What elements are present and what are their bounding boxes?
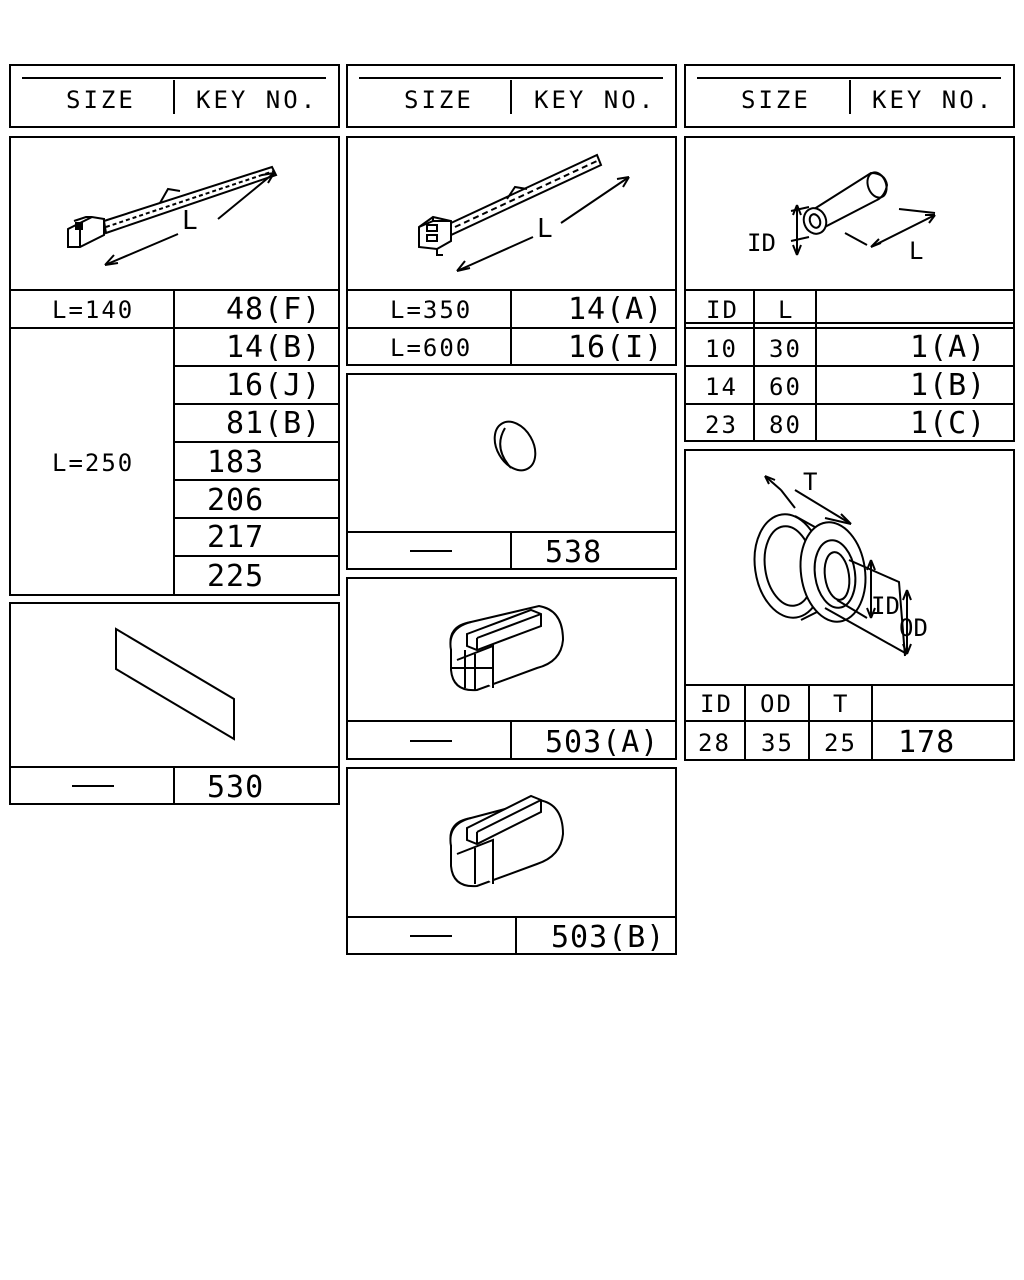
tube-row3-key: 1(C) xyxy=(910,406,987,441)
tube-header-double-rule-2 xyxy=(684,327,1015,329)
grommet-t-col-header: T xyxy=(833,690,850,718)
l250-divider-2 xyxy=(173,403,340,405)
l250-divider-1 xyxy=(173,365,340,367)
col2-header-divider xyxy=(510,80,512,114)
grommet-od-col-header: OD xyxy=(760,690,793,718)
tube-l-col-header: L xyxy=(778,296,795,324)
l600-key: 16(I) xyxy=(568,330,664,365)
l250-key-5: 206 xyxy=(207,483,265,518)
col1-header-divider xyxy=(173,80,175,114)
col3-header-rule xyxy=(697,77,1001,79)
l250-size: L=250 xyxy=(52,449,135,477)
tube-row1-id: 10 xyxy=(705,335,738,363)
l140-size: L=140 xyxy=(52,296,135,324)
col1-keyno-header: KEY NO. xyxy=(196,86,319,114)
grommet-divider xyxy=(684,684,1015,686)
clip-b-size-dash xyxy=(410,935,452,937)
tube-divider xyxy=(684,289,1015,291)
grommet-col-divider-3 xyxy=(871,684,873,761)
clip-b-divider xyxy=(346,916,677,918)
tube-row3-l: 80 xyxy=(769,411,802,439)
l250-key-4: 183 xyxy=(207,445,265,480)
col2-col-divider xyxy=(510,289,512,366)
col1-header-rule xyxy=(22,77,326,79)
large-tie-l-label: L xyxy=(537,214,553,244)
col3-header-divider xyxy=(849,80,851,114)
l250-key-1: 14(B) xyxy=(226,330,322,365)
grommet-col-divider-2 xyxy=(808,684,810,761)
pad-size-dash xyxy=(72,785,114,787)
grommet-id-label: ID xyxy=(871,592,900,620)
disc-key: 538 xyxy=(545,535,603,570)
grommet-t-label: T xyxy=(803,468,818,496)
l350-key: 14(A) xyxy=(568,292,664,327)
clip-a-size-dash xyxy=(410,740,452,742)
disc-size-dash xyxy=(410,550,452,552)
tube-id-col-header: ID xyxy=(706,296,739,324)
l250-key-2: 16(J) xyxy=(226,368,322,403)
l250-key-7: 225 xyxy=(207,559,265,594)
l250-divider-6 xyxy=(173,555,340,557)
col3-keyno-header: KEY NO. xyxy=(872,86,995,114)
tube-id-label: ID xyxy=(747,229,776,257)
tube-row1-l: 30 xyxy=(769,335,802,363)
l250-key-6: 217 xyxy=(207,520,265,555)
clip-a-key: 503(A) xyxy=(545,725,660,760)
tube-row-divider-2 xyxy=(684,403,1015,405)
col2-keyno-header: KEY NO. xyxy=(534,86,657,114)
tube-row1-key: 1(A) xyxy=(910,330,987,365)
clip-a-col-divider xyxy=(510,720,512,760)
tube-row2-key: 1(B) xyxy=(910,368,987,403)
grommet-id-value: 28 xyxy=(698,729,731,757)
l140-key: 48(F) xyxy=(226,292,322,327)
l600-size: L=600 xyxy=(390,334,473,362)
col2-size-header: SIZE xyxy=(404,86,474,114)
grommet-id-col-header: ID xyxy=(700,690,733,718)
clip-b-col-divider xyxy=(515,916,517,955)
tube-l-label: L xyxy=(909,237,924,265)
l250-key-3: 81(B) xyxy=(226,406,322,441)
small-tie-l-label: L xyxy=(182,206,198,236)
tube-row3-id: 23 xyxy=(705,411,738,439)
tube-row2-id: 14 xyxy=(705,373,738,401)
col1-size-header: SIZE xyxy=(66,86,136,114)
grommet-od-value: 35 xyxy=(761,729,794,757)
grommet-key: 178 xyxy=(898,725,956,760)
disc-col-divider xyxy=(510,531,512,570)
clip-b-key: 503(B) xyxy=(551,920,666,955)
grommet-col-divider-1 xyxy=(744,684,746,761)
tube-row-divider-1 xyxy=(684,365,1015,367)
l350-size: L=350 xyxy=(390,296,473,324)
pad-col-divider xyxy=(173,766,175,805)
grommet-od-label: OD xyxy=(899,614,928,642)
tube-row2-l: 60 xyxy=(769,373,802,401)
col2-header-rule xyxy=(359,77,663,79)
tube-col-divider-1 xyxy=(753,289,755,442)
grommet-header-rule xyxy=(684,720,1015,722)
l250-divider-3 xyxy=(173,441,340,443)
pad-key: 530 xyxy=(207,770,265,805)
grommet-t-value: 25 xyxy=(824,729,857,757)
col3-size-header: SIZE xyxy=(741,86,811,114)
tube-col-divider-2 xyxy=(815,289,817,442)
